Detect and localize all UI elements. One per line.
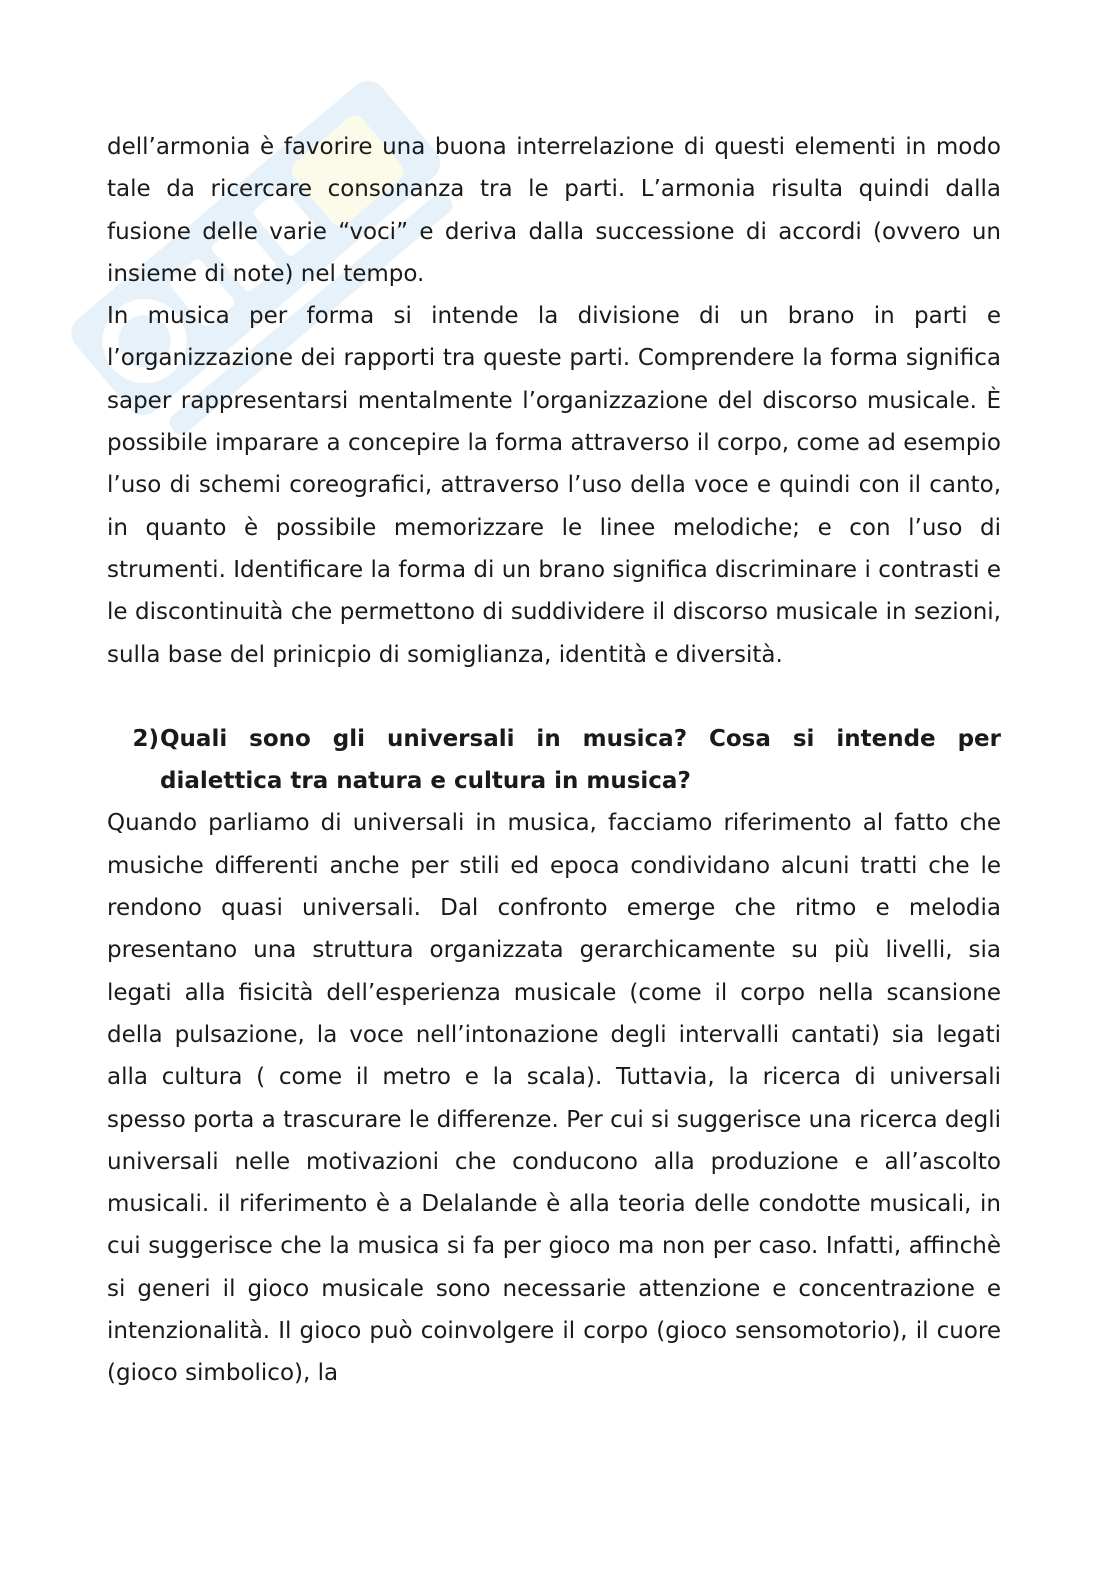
question-text: Quali sono gli universali in musica? Cosa si intende per dialettica tra natura e cultura in musica? xyxy=(160,725,1001,795)
question-heading xyxy=(107,718,1001,803)
question-number: 2) xyxy=(132,725,159,752)
paragraph-universals: Quando parliamo di universali in musica, facciamo riferimento al fatto che musiche differenti anche per stili ed epoca condividano alcuni tratti che le rendono quasi universali. Dal confronto emerge che ritmo e melodia presentano una struttura organizzata gerarchicamente su più livelli, sia legati alla fisicità dell’esperienza musicale (come il corpo nella scansione della pulsazione, la voce nell’intonazione degli intervalli cantati) sia legati alla cultura ( come il metro e la scala). Tuttavia, la ricerca di universali spesso porta a trascurare le differenze. Per cui si suggerisce una ricerca degli universali nelle motivazioni che conducono alla produzione e all’ascolto musicali. il riferimento è a Delalande è alla teoria delle condotte musicali, in cui suggerisce che la musica si fa per gioco ma non per caso. Infatti, affinchè si generi il gioco musicale sono necessarie attenzione e concentrazione e intenzionalità. Il gioco può coinvolgere il corpo (gioco sensomotorio), il cuore (gioco simbolico), la xyxy=(107,810,1001,1387)
paragraph-form: In musica per forma si intende la divisione di un brano in parti e l’organizzazione dei rapporti tra queste parti. Comprendere la forma significa saper rappresentarsi mentalmente l’organizzazione del discorso musicale. È possibile imparare a concepire la forma attraverso il corpo, come ad esempio l’uso di schemi coreografici, attraverso l’uso della voce e quindi con il canto, in quanto è possibile memorizzare le linee melodiche; e con l’uso di strumenti. Identificare la forma di un brano significa discriminare i contrasti e le discontinuità che permettono di suddividere il discorso musicale in sezioni, sulla base del prinicpio di somiglianza, identità e diversità. xyxy=(107,303,1001,668)
paragraph-harmony: dell’armonia è favorire una buona interrelazione di questi elementi in modo tale da ricercare consonanza tra le parti. L’armonia risulta quindi dalla fusione delle varie “voci” e deriva dalla successione di accordi (ovvero un insieme di note) nel tempo. xyxy=(107,134,1001,287)
document-page xyxy=(107,126,1001,1395)
